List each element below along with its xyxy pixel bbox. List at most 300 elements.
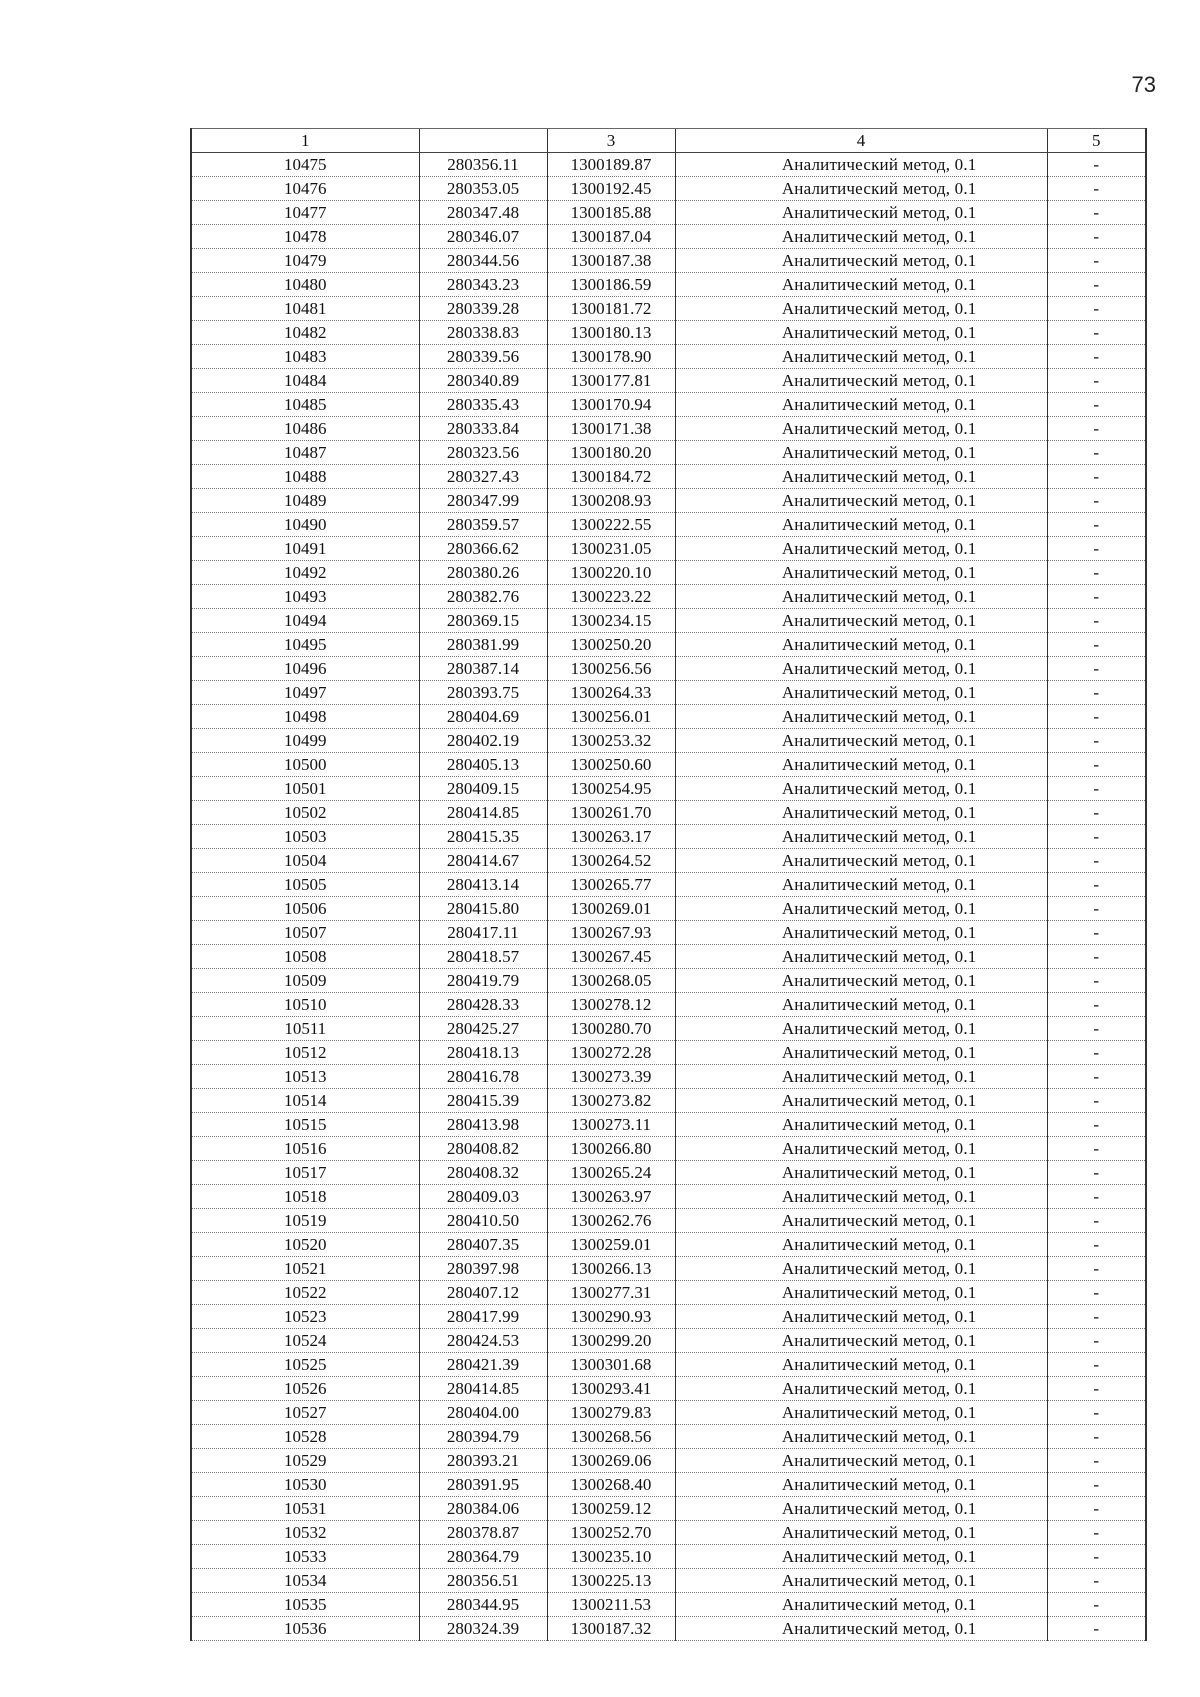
- table-row: [191, 273, 1146, 297]
- method-cell: Аналитический метод, 0.1: [675, 1137, 1047, 1161]
- point-number-cell: 10479: [191, 249, 419, 273]
- note-cell: -: [1047, 513, 1146, 537]
- x-coordinate-cell: 280381.99: [419, 633, 547, 657]
- table-row: [191, 1617, 1146, 1641]
- table-row: [191, 585, 1146, 609]
- point-number-cell: 10484: [191, 369, 419, 393]
- y-coordinate-cell: 1300277.31: [547, 1281, 675, 1305]
- y-coordinate-cell: 1300268.56: [547, 1425, 675, 1449]
- header-col-3: 3: [547, 129, 675, 153]
- y-coordinate-cell: 1300256.01: [547, 705, 675, 729]
- y-coordinate-cell: 1300272.28: [547, 1041, 675, 1065]
- method-cell: Аналитический метод, 0.1: [675, 1017, 1047, 1041]
- method-cell: Аналитический метод, 0.1: [675, 417, 1047, 441]
- note-cell: -: [1047, 1017, 1146, 1041]
- y-coordinate-cell: 1300267.45: [547, 945, 675, 969]
- table-row: [191, 681, 1146, 705]
- table-row: [191, 1041, 1146, 1065]
- method-cell: Аналитический метод, 0.1: [675, 609, 1047, 633]
- x-coordinate-cell: 280384.06: [419, 1497, 547, 1521]
- note-cell: -: [1047, 465, 1146, 489]
- point-number-cell: 10498: [191, 705, 419, 729]
- y-coordinate-cell: 1300223.22: [547, 585, 675, 609]
- x-coordinate-cell: 280425.27: [419, 1017, 547, 1041]
- x-coordinate-cell: 280369.15: [419, 609, 547, 633]
- method-cell: Аналитический метод, 0.1: [675, 1401, 1047, 1425]
- y-coordinate-cell: 1300259.01: [547, 1233, 675, 1257]
- method-cell: Аналитический метод, 0.1: [675, 873, 1047, 897]
- note-cell: -: [1047, 1065, 1146, 1089]
- note-cell: -: [1047, 417, 1146, 441]
- x-coordinate-cell: 280408.32: [419, 1161, 547, 1185]
- method-cell: Аналитический метод, 0.1: [675, 1521, 1047, 1545]
- point-number-cell: 10478: [191, 225, 419, 249]
- point-number-cell: 10507: [191, 921, 419, 945]
- point-number-cell: 10492: [191, 561, 419, 585]
- table-row: [191, 1449, 1146, 1473]
- y-coordinate-cell: 1300268.40: [547, 1473, 675, 1497]
- method-cell: Аналитический метод, 0.1: [675, 681, 1047, 705]
- x-coordinate-cell: 280364.79: [419, 1545, 547, 1569]
- y-coordinate-cell: 1300208.93: [547, 489, 675, 513]
- y-coordinate-cell: 1300184.72: [547, 465, 675, 489]
- point-number-cell: 10486: [191, 417, 419, 441]
- method-cell: Аналитический метод, 0.1: [675, 705, 1047, 729]
- table-row: [191, 1329, 1146, 1353]
- point-number-cell: 10494: [191, 609, 419, 633]
- table-row: [191, 993, 1146, 1017]
- x-coordinate-cell: 280356.11: [419, 153, 547, 177]
- table-row: [191, 1305, 1146, 1329]
- note-cell: -: [1047, 1209, 1146, 1233]
- table-row: [191, 1209, 1146, 1233]
- note-cell: -: [1047, 633, 1146, 657]
- point-number-cell: 10523: [191, 1305, 419, 1329]
- method-cell: Аналитический метод, 0.1: [675, 657, 1047, 681]
- x-coordinate-cell: 280344.56: [419, 249, 547, 273]
- x-coordinate-cell: 280333.84: [419, 417, 547, 441]
- x-coordinate-cell: 280394.79: [419, 1425, 547, 1449]
- point-number-cell: 10504: [191, 849, 419, 873]
- point-number-cell: 10487: [191, 441, 419, 465]
- method-cell: Аналитический метод, 0.1: [675, 249, 1047, 273]
- x-coordinate-cell: 280359.57: [419, 513, 547, 537]
- point-number-cell: 10531: [191, 1497, 419, 1521]
- x-coordinate-cell: 280324.39: [419, 1617, 547, 1641]
- note-cell: -: [1047, 921, 1146, 945]
- point-number-cell: 10497: [191, 681, 419, 705]
- y-coordinate-cell: 1300266.80: [547, 1137, 675, 1161]
- x-coordinate-cell: 280356.51: [419, 1569, 547, 1593]
- x-coordinate-cell: 280340.89: [419, 369, 547, 393]
- note-cell: -: [1047, 1473, 1146, 1497]
- point-number-cell: 10522: [191, 1281, 419, 1305]
- table-row: [191, 945, 1146, 969]
- point-number-cell: 10499: [191, 729, 419, 753]
- table-row: [191, 1593, 1146, 1617]
- y-coordinate-cell: 1300222.55: [547, 513, 675, 537]
- table-row: [191, 609, 1146, 633]
- x-coordinate-cell: 280339.28: [419, 297, 547, 321]
- x-coordinate-cell: 280409.15: [419, 777, 547, 801]
- table-row: [191, 465, 1146, 489]
- x-coordinate-cell: 280378.87: [419, 1521, 547, 1545]
- table-row: [191, 1425, 1146, 1449]
- note-cell: -: [1047, 1569, 1146, 1593]
- point-number-cell: 10500: [191, 753, 419, 777]
- note-cell: -: [1047, 393, 1146, 417]
- note-cell: -: [1047, 1497, 1146, 1521]
- method-cell: Аналитический метод, 0.1: [675, 441, 1047, 465]
- note-cell: -: [1047, 753, 1146, 777]
- x-coordinate-cell: 280424.53: [419, 1329, 547, 1353]
- x-coordinate-cell: 280391.95: [419, 1473, 547, 1497]
- note-cell: -: [1047, 777, 1146, 801]
- note-cell: -: [1047, 1329, 1146, 1353]
- x-coordinate-cell: 280417.11: [419, 921, 547, 945]
- note-cell: -: [1047, 177, 1146, 201]
- point-number-cell: 10501: [191, 777, 419, 801]
- method-cell: Аналитический метод, 0.1: [675, 1497, 1047, 1521]
- y-coordinate-cell: 1300278.12: [547, 993, 675, 1017]
- method-cell: Аналитический метод, 0.1: [675, 321, 1047, 345]
- x-coordinate-cell: 280353.05: [419, 177, 547, 201]
- note-cell: -: [1047, 249, 1146, 273]
- note-cell: -: [1047, 1185, 1146, 1209]
- x-coordinate-cell: 280428.33: [419, 993, 547, 1017]
- table-row: [191, 441, 1146, 465]
- method-cell: Аналитический метод, 0.1: [675, 1593, 1047, 1617]
- y-coordinate-cell: 1300293.41: [547, 1377, 675, 1401]
- note-cell: -: [1047, 1041, 1146, 1065]
- point-number-cell: 10514: [191, 1089, 419, 1113]
- note-cell: -: [1047, 537, 1146, 561]
- x-coordinate-cell: 280323.56: [419, 441, 547, 465]
- x-coordinate-cell: 280415.39: [419, 1089, 547, 1113]
- table-row: [191, 1401, 1146, 1425]
- method-cell: Аналитический метод, 0.1: [675, 513, 1047, 537]
- x-coordinate-cell: 280347.48: [419, 201, 547, 225]
- y-coordinate-cell: 1300266.13: [547, 1257, 675, 1281]
- y-coordinate-cell: 1300178.90: [547, 345, 675, 369]
- table-row: [191, 225, 1146, 249]
- x-coordinate-cell: 280418.13: [419, 1041, 547, 1065]
- note-cell: -: [1047, 345, 1146, 369]
- table-row: [191, 201, 1146, 225]
- x-coordinate-cell: 280419.79: [419, 969, 547, 993]
- y-coordinate-cell: 1300262.76: [547, 1209, 675, 1233]
- note-cell: -: [1047, 1425, 1146, 1449]
- y-coordinate-cell: 1300290.93: [547, 1305, 675, 1329]
- method-cell: Аналитический метод, 0.1: [675, 1089, 1047, 1113]
- table-row: [191, 849, 1146, 873]
- y-coordinate-cell: 1300269.01: [547, 897, 675, 921]
- point-number-cell: 10532: [191, 1521, 419, 1545]
- method-cell: Аналитический метод, 0.1: [675, 153, 1047, 177]
- method-cell: Аналитический метод, 0.1: [675, 1305, 1047, 1329]
- x-coordinate-cell: 280415.80: [419, 897, 547, 921]
- y-coordinate-cell: 1300268.05: [547, 969, 675, 993]
- method-cell: Аналитический метод, 0.1: [675, 273, 1047, 297]
- y-coordinate-cell: 1300185.88: [547, 201, 675, 225]
- x-coordinate-cell: 280393.21: [419, 1449, 547, 1473]
- point-number-cell: 10534: [191, 1569, 419, 1593]
- x-coordinate-cell: 280404.00: [419, 1401, 547, 1425]
- y-coordinate-cell: 1300273.11: [547, 1113, 675, 1137]
- note-cell: -: [1047, 489, 1146, 513]
- point-number-cell: 10490: [191, 513, 419, 537]
- note-cell: -: [1047, 369, 1146, 393]
- point-number-cell: 10520: [191, 1233, 419, 1257]
- x-coordinate-cell: 280402.19: [419, 729, 547, 753]
- y-coordinate-cell: 1300269.06: [547, 1449, 675, 1473]
- point-number-cell: 10508: [191, 945, 419, 969]
- method-cell: Аналитический метод, 0.1: [675, 489, 1047, 513]
- x-coordinate-cell: 280413.98: [419, 1113, 547, 1137]
- note-cell: -: [1047, 1281, 1146, 1305]
- note-cell: -: [1047, 849, 1146, 873]
- point-number-cell: 10483: [191, 345, 419, 369]
- point-number-cell: 10502: [191, 801, 419, 825]
- table-row: [191, 1281, 1146, 1305]
- note-cell: -: [1047, 321, 1146, 345]
- point-number-cell: 10528: [191, 1425, 419, 1449]
- point-number-cell: 10518: [191, 1185, 419, 1209]
- table-row: [191, 633, 1146, 657]
- point-number-cell: 10517: [191, 1161, 419, 1185]
- table-row: [191, 297, 1146, 321]
- point-number-cell: 10524: [191, 1329, 419, 1353]
- point-number-cell: 10533: [191, 1545, 419, 1569]
- point-number-cell: 10515: [191, 1113, 419, 1137]
- x-coordinate-cell: 280366.62: [419, 537, 547, 561]
- y-coordinate-cell: 1300181.72: [547, 297, 675, 321]
- x-coordinate-cell: 280327.43: [419, 465, 547, 489]
- y-coordinate-cell: 1300256.56: [547, 657, 675, 681]
- point-number-cell: 10535: [191, 1593, 419, 1617]
- note-cell: -: [1047, 657, 1146, 681]
- point-number-cell: 10521: [191, 1257, 419, 1281]
- point-number-cell: 10480: [191, 273, 419, 297]
- point-number-cell: 10493: [191, 585, 419, 609]
- x-coordinate-cell: 280382.76: [419, 585, 547, 609]
- table-row: [191, 153, 1146, 177]
- table-row: [191, 321, 1146, 345]
- y-coordinate-cell: 1300273.82: [547, 1089, 675, 1113]
- x-coordinate-cell: 280397.98: [419, 1257, 547, 1281]
- table-row: [191, 393, 1146, 417]
- method-cell: Аналитический метод, 0.1: [675, 585, 1047, 609]
- table-row: [191, 921, 1146, 945]
- table-row: [191, 753, 1146, 777]
- point-number-cell: 10530: [191, 1473, 419, 1497]
- method-cell: Аналитический метод, 0.1: [675, 633, 1047, 657]
- table-row: [191, 489, 1146, 513]
- table-row: [191, 1065, 1146, 1089]
- x-coordinate-cell: 280346.07: [419, 225, 547, 249]
- note-cell: -: [1047, 1089, 1146, 1113]
- y-coordinate-cell: 1300263.17: [547, 825, 675, 849]
- table-row: [191, 1017, 1146, 1041]
- x-coordinate-cell: 280393.75: [419, 681, 547, 705]
- table-row: [191, 1137, 1146, 1161]
- y-coordinate-cell: 1300211.53: [547, 1593, 675, 1617]
- point-number-cell: 10491: [191, 537, 419, 561]
- x-coordinate-cell: 280380.26: [419, 561, 547, 585]
- method-cell: Аналитический метод, 0.1: [675, 1329, 1047, 1353]
- y-coordinate-cell: 1300280.70: [547, 1017, 675, 1041]
- y-coordinate-cell: 1300192.45: [547, 177, 675, 201]
- y-coordinate-cell: 1300264.33: [547, 681, 675, 705]
- note-cell: -: [1047, 897, 1146, 921]
- note-cell: -: [1047, 1305, 1146, 1329]
- x-coordinate-cell: 280415.35: [419, 825, 547, 849]
- point-number-cell: 10525: [191, 1353, 419, 1377]
- method-cell: Аналитический метод, 0.1: [675, 849, 1047, 873]
- note-cell: -: [1047, 1377, 1146, 1401]
- method-cell: Аналитический метод, 0.1: [675, 1233, 1047, 1257]
- point-number-cell: 10510: [191, 993, 419, 1017]
- table-row: [191, 249, 1146, 273]
- note-cell: -: [1047, 945, 1146, 969]
- note-cell: -: [1047, 297, 1146, 321]
- table-row: [191, 177, 1146, 201]
- method-cell: Аналитический метод, 0.1: [675, 1281, 1047, 1305]
- x-coordinate-cell: 280347.99: [419, 489, 547, 513]
- table-row: [191, 513, 1146, 537]
- note-cell: -: [1047, 273, 1146, 297]
- table-row: [191, 1353, 1146, 1377]
- x-coordinate-cell: 280408.82: [419, 1137, 547, 1161]
- table-row: [191, 1233, 1146, 1257]
- method-cell: Аналитический метод, 0.1: [675, 177, 1047, 201]
- y-coordinate-cell: 1300220.10: [547, 561, 675, 585]
- table-row: [191, 777, 1146, 801]
- header-col-1: 1: [191, 129, 419, 153]
- x-coordinate-cell: 280416.78: [419, 1065, 547, 1089]
- y-coordinate-cell: 1300250.60: [547, 753, 675, 777]
- x-coordinate-cell: 280343.23: [419, 273, 547, 297]
- coordinates-table: [190, 128, 1147, 1641]
- table-row: [191, 1377, 1146, 1401]
- x-coordinate-cell: 280410.50: [419, 1209, 547, 1233]
- method-cell: Аналитический метод, 0.1: [675, 297, 1047, 321]
- y-coordinate-cell: 1300259.12: [547, 1497, 675, 1521]
- method-cell: Аналитический метод, 0.1: [675, 1545, 1047, 1569]
- note-cell: -: [1047, 1257, 1146, 1281]
- table-row: [191, 417, 1146, 441]
- method-cell: Аналитический метод, 0.1: [675, 1377, 1047, 1401]
- y-coordinate-cell: 1300264.52: [547, 849, 675, 873]
- method-cell: Аналитический метод, 0.1: [675, 561, 1047, 585]
- method-cell: Аналитический метод, 0.1: [675, 537, 1047, 561]
- point-number-cell: 10503: [191, 825, 419, 849]
- method-cell: Аналитический метод, 0.1: [675, 777, 1047, 801]
- x-coordinate-cell: 280407.12: [419, 1281, 547, 1305]
- table-row: [191, 537, 1146, 561]
- header-col-2: [419, 129, 547, 153]
- table-row: [191, 801, 1146, 825]
- method-cell: Аналитический метод, 0.1: [675, 993, 1047, 1017]
- y-coordinate-cell: 1300254.95: [547, 777, 675, 801]
- table-row: [191, 1161, 1146, 1185]
- y-coordinate-cell: 1300265.24: [547, 1161, 675, 1185]
- note-cell: -: [1047, 561, 1146, 585]
- x-coordinate-cell: 280344.95: [419, 1593, 547, 1617]
- point-number-cell: 10488: [191, 465, 419, 489]
- x-coordinate-cell: 280404.69: [419, 705, 547, 729]
- y-coordinate-cell: 1300187.38: [547, 249, 675, 273]
- note-cell: -: [1047, 1233, 1146, 1257]
- method-cell: Аналитический метод, 0.1: [675, 201, 1047, 225]
- table-row: [191, 825, 1146, 849]
- method-cell: Аналитический метод, 0.1: [675, 1425, 1047, 1449]
- x-coordinate-cell: 280417.99: [419, 1305, 547, 1329]
- y-coordinate-cell: 1300301.68: [547, 1353, 675, 1377]
- table-row: [191, 1497, 1146, 1521]
- table-row: [191, 1185, 1146, 1209]
- x-coordinate-cell: 280335.43: [419, 393, 547, 417]
- note-cell: -: [1047, 729, 1146, 753]
- x-coordinate-cell: 280387.14: [419, 657, 547, 681]
- note-cell: -: [1047, 1593, 1146, 1617]
- method-cell: Аналитический метод, 0.1: [675, 1449, 1047, 1473]
- table-row: [191, 1545, 1146, 1569]
- table-row: [191, 561, 1146, 585]
- x-coordinate-cell: 280421.39: [419, 1353, 547, 1377]
- table-row: [191, 657, 1146, 681]
- table-body: [191, 153, 1146, 1641]
- note-cell: -: [1047, 825, 1146, 849]
- point-number-cell: 10482: [191, 321, 419, 345]
- table-row: [191, 705, 1146, 729]
- method-cell: Аналитический метод, 0.1: [675, 1569, 1047, 1593]
- note-cell: -: [1047, 201, 1146, 225]
- table-row: [191, 897, 1146, 921]
- point-number-cell: 10481: [191, 297, 419, 321]
- x-coordinate-cell: 280407.35: [419, 1233, 547, 1257]
- point-number-cell: 10536: [191, 1617, 419, 1641]
- header-row: [191, 129, 1146, 153]
- note-cell: -: [1047, 1521, 1146, 1545]
- table-row: [191, 1089, 1146, 1113]
- y-coordinate-cell: 1300299.20: [547, 1329, 675, 1353]
- note-cell: -: [1047, 1545, 1146, 1569]
- note-cell: -: [1047, 1449, 1146, 1473]
- method-cell: Аналитический метод, 0.1: [675, 825, 1047, 849]
- note-cell: -: [1047, 1401, 1146, 1425]
- point-number-cell: 10476: [191, 177, 419, 201]
- point-number-cell: 10526: [191, 1377, 419, 1401]
- x-coordinate-cell: 280409.03: [419, 1185, 547, 1209]
- note-cell: -: [1047, 681, 1146, 705]
- note-cell: -: [1047, 969, 1146, 993]
- note-cell: -: [1047, 609, 1146, 633]
- note-cell: -: [1047, 993, 1146, 1017]
- y-coordinate-cell: 1300187.04: [547, 225, 675, 249]
- method-cell: Аналитический метод, 0.1: [675, 1473, 1047, 1497]
- page-number: 73: [1131, 72, 1156, 97]
- x-coordinate-cell: 280414.67: [419, 849, 547, 873]
- y-coordinate-cell: 1300231.05: [547, 537, 675, 561]
- point-number-cell: 10489: [191, 489, 419, 513]
- method-cell: Аналитический метод, 0.1: [675, 393, 1047, 417]
- method-cell: Аналитический метод, 0.1: [675, 1185, 1047, 1209]
- x-coordinate-cell: 280339.56: [419, 345, 547, 369]
- method-cell: Аналитический метод, 0.1: [675, 1113, 1047, 1137]
- method-cell: Аналитический метод, 0.1: [675, 729, 1047, 753]
- point-number-cell: 10519: [191, 1209, 419, 1233]
